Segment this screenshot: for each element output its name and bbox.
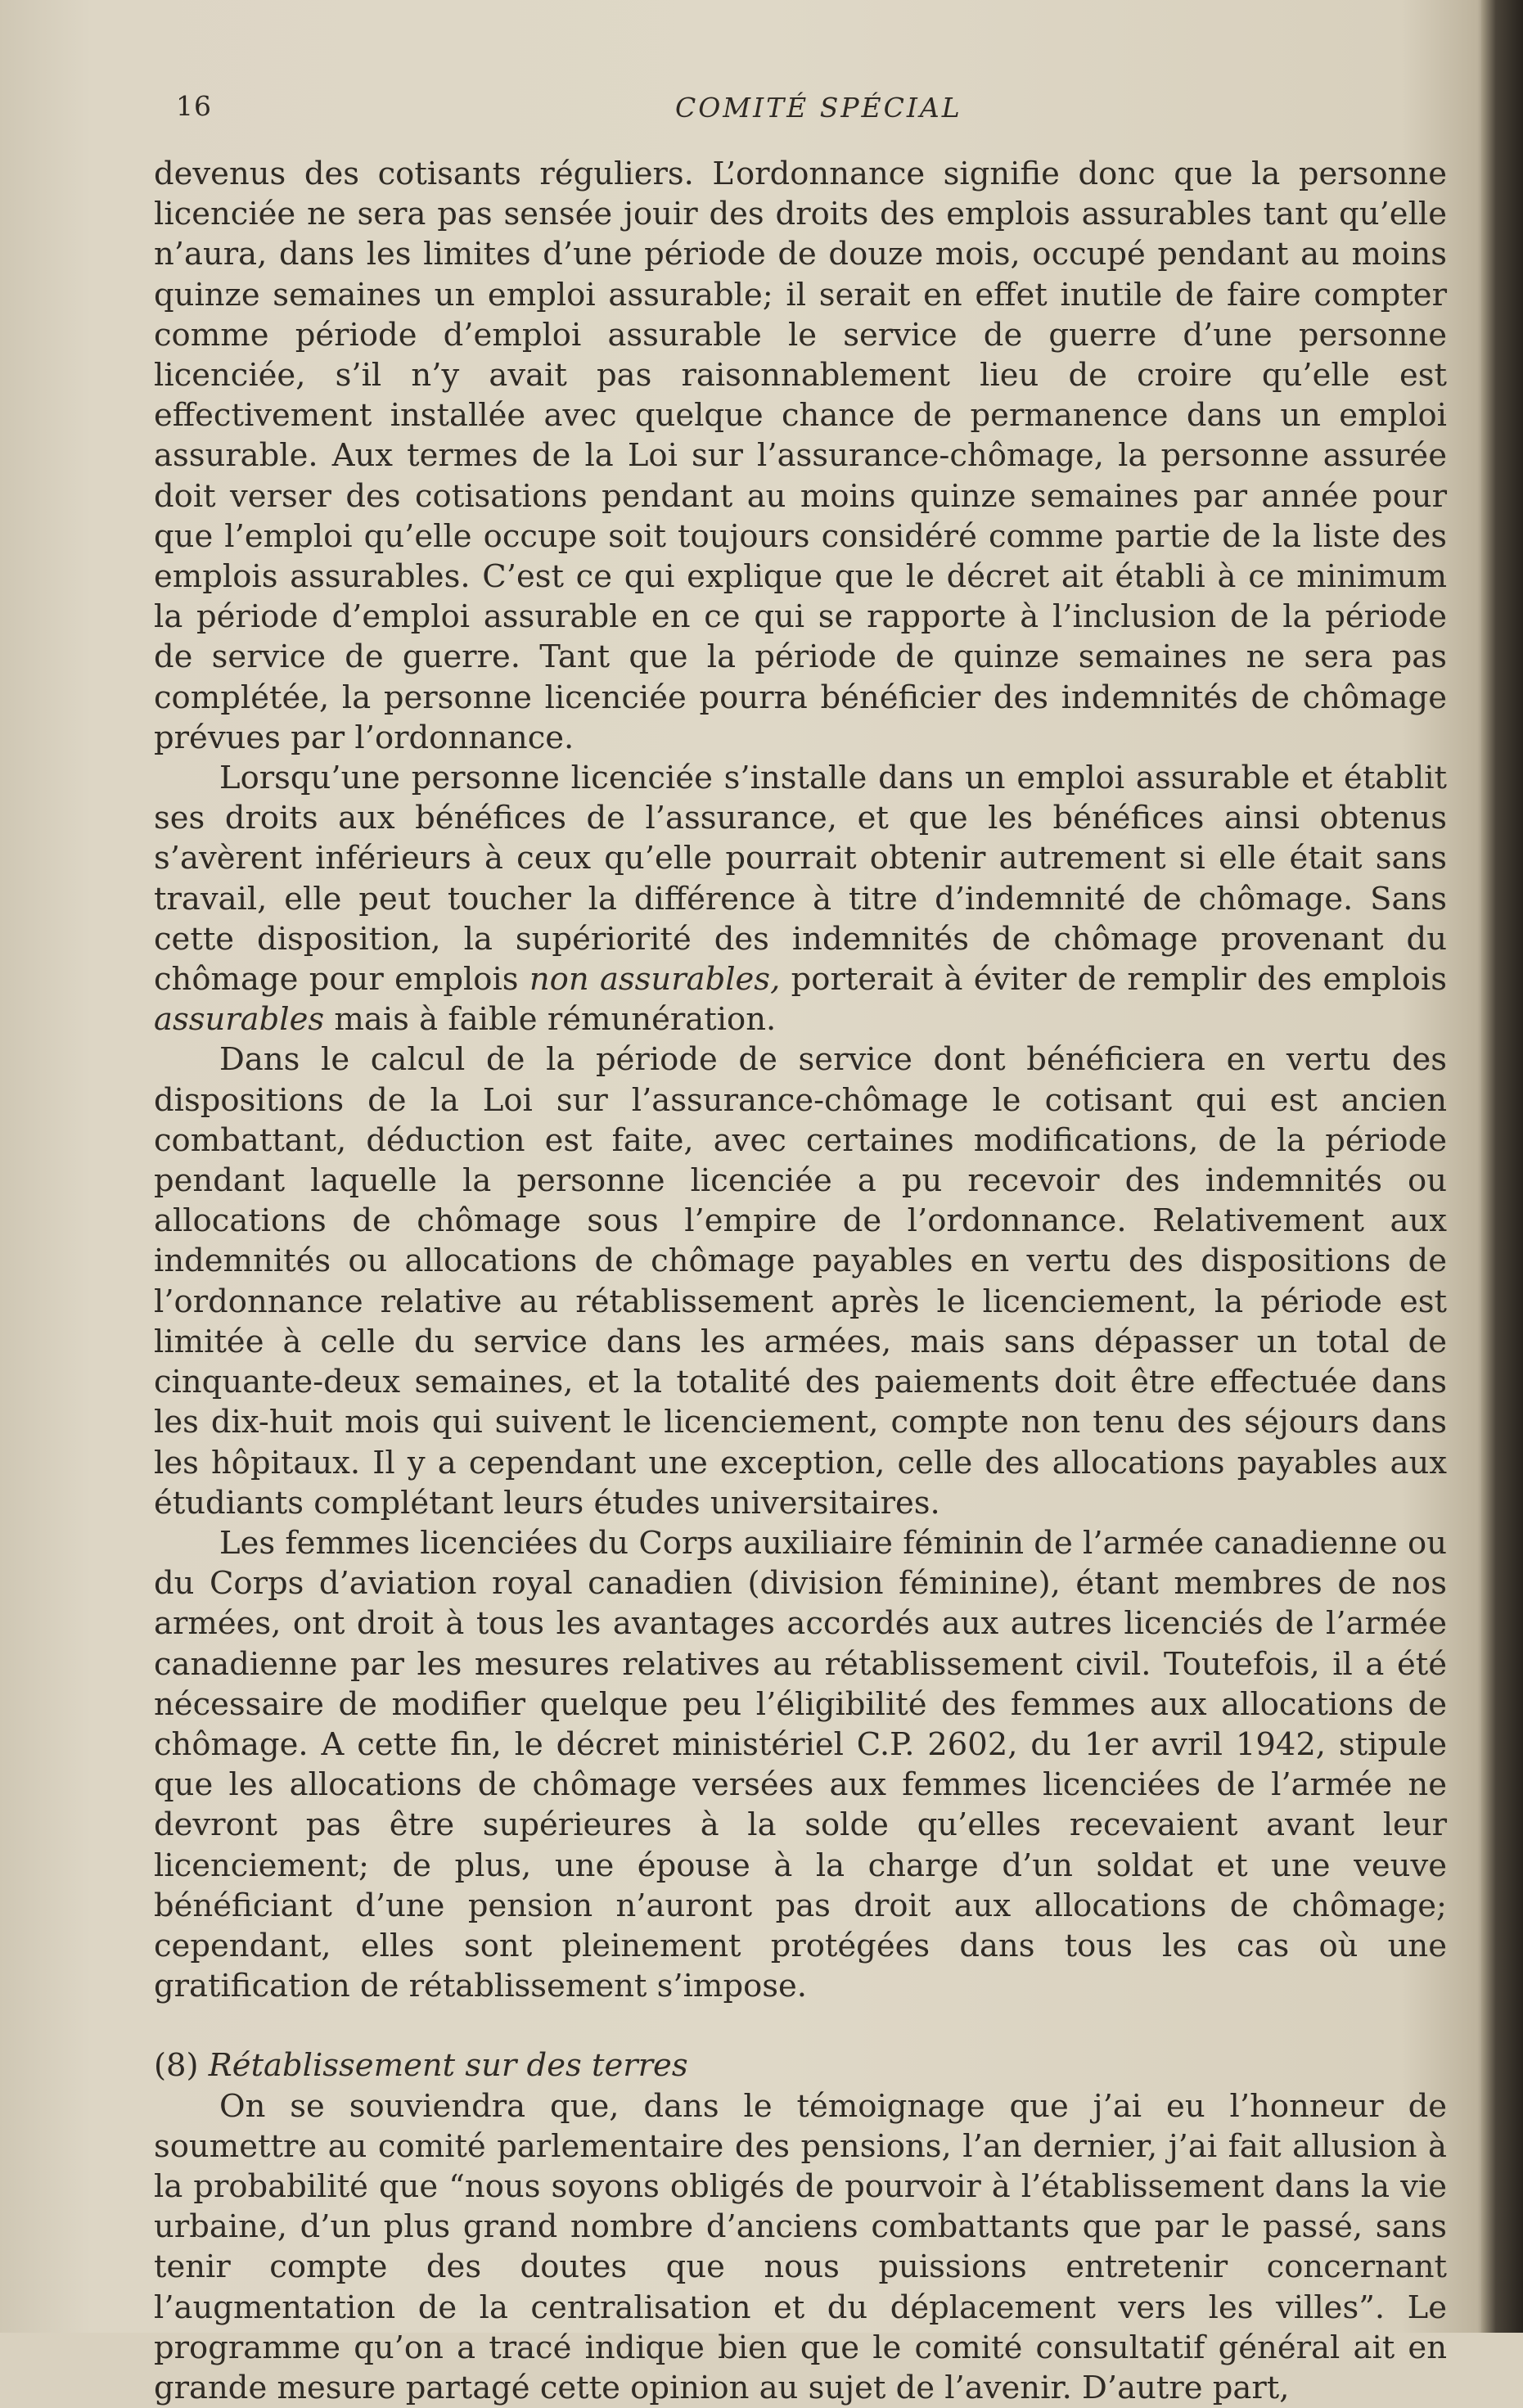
section-title: Rétablissement sur des terres bbox=[208, 2047, 688, 2085]
paragraph: Dans le calcul de la période de service dont bénéficiera en vertu des dispositions de la Loi sur l’assurance-chômage le cotisant qui est ancien combattant, déduction est faite, avec certaines modifications, de la période pendant laquelle la personne licenciée a pu recevoir des indemnités ou allocations de chômage sous l’empire de l’ordonnance. Relativement aux indemnités ou allocations de chômage payables en vertu des dispositions de l’ordonnance relative au rétablissement après le licenciement, la période est limitée à celle du service dans les armées, mais sans dépasser un total de cinquante-deux semaines, et la totalité des paiements doit être effectuée dans les dix-huit mois qui suivent le licenciement, compte non tenu des séjours dans les hôpitaux. Il y a cependant une exception, celle des allocations payables aux étudiants complétant leurs études universitaires. bbox=[154, 1041, 1447, 1522]
paragraph: On se souviendra que, dans le témoignage que j’ai eu l’honneur de soumettre au comité parlementaire des pensions, l’an dernier, j’ai fait allusion à la probabilité que “nous soyons obligés de pourvoir à l’établissement dans la vie urbaine, d’un plus grand nombre d’anciens combattants que par le passé, sans tenir compte des doutes que nous puissions entretenir concernant l’augmentation de la centralisation et du déplacement vers les villes”. Le programme qu’on a tracé indique bien que le comité consultatif général ait en grande mesure partagé cette opinion au sujet de l’avenir. D’autre part, bbox=[154, 2087, 1447, 2406]
emphasis-text: non assurables, bbox=[529, 961, 781, 999]
emphasis-text: assurables bbox=[154, 1001, 325, 1039]
text-run: mais à faible rémunération. bbox=[334, 1001, 777, 1039]
section-number: (8) bbox=[154, 2047, 199, 2085]
paragraph-continuation: devenus des cotisants réguliers. L’ordonnance signifie donc que la personne licenciée ne sera pas sensée jouir des droits des emplois assurables tant qu’elle n’aura, dans les limites d’une période de douze mois, occupé pendant au moins quinze semaines un emploi assurable; il serait en effet inutile de faire compter comme période d’emploi assurable le service de guerre d’une personne licenciée, s’il n’y avait pas raisonnablement lieu de croire qu’elle est effectivement installée avec quelque chance de permanence dans un emploi assurable. Aux termes de la Loi sur l’assurance-chômage, la personne assurée doit verser des cotisations pendant au moins quinze semaines par année pour que l’emploi qu’elle occupe soit toujours considéré comme partie de la liste des emplois assurables. C’est ce qui explique que le décret ait établi à ce minimum la période d’emploi assurable en ce qui se rapporte à l’inclusion de la période de service de guerre. Tant que la période de quinze semaines ne sera pas complétée, la personne licenciée pourra bénéficier des indemnités de chômage prévues par l’ordonnance. bbox=[154, 156, 1447, 756]
paragraph: Les femmes licenciées du Corps auxiliaire féminin de l’armée canadienne ou du Corps d’aviation royal canadien (division féminine), étant membres de nos armées, ont droit à tous les avantages accordés aux autres licenciés de l’armée canadienne par les mesures relatives au rétablissement civil. Toutefois, il a été nécessaire de modifier quelque peu l’éligibilité des femmes aux allocations de chômage. A cette fin, le décret ministériel C.P. 2602, du 1er avril 1942, stipule que les allocations de chômage versées aux femmes licenciées de l’armée ne devront pas être supérieures à la solde qu’elles recevaient avant leur licenciement; de plus, une épouse à la charge d’un soldat et une veuve bénéficiant d’une pension n’auront pas droit aux allocations de chômage; cependant, elles sont pleinement protégées dans tous les cas où une gratification de rétablissement s’impose. bbox=[154, 1524, 1447, 2005]
text-run: Lorsqu’une personne licenciée s’installe dans un emploi assurable et établit ses droits aux bénéfices de l’assurance, et que les bénéfices ainsi obtenus s’avèrent inférieurs à ceux qu’elle pourrait obtenir autrement si elle était sans travail, elle peut toucher la différence à titre d’indemnité de chômage. Sans cette disposition, la supériorité des indemnités de chômage provenant du chômage pour emplois bbox=[154, 760, 1447, 999]
body-text bbox=[154, 154, 1447, 2408]
running-head: COMITÉ SPÉCIAL bbox=[675, 92, 962, 124]
page-header bbox=[176, 90, 1453, 139]
text-run: porterait à éviter de remplir des emplois bbox=[791, 961, 1447, 999]
page-binding-edge bbox=[1481, 0, 1523, 2333]
section-heading bbox=[154, 2045, 1447, 2086]
page-number: 16 bbox=[176, 90, 212, 122]
paragraph bbox=[154, 758, 1447, 1039]
